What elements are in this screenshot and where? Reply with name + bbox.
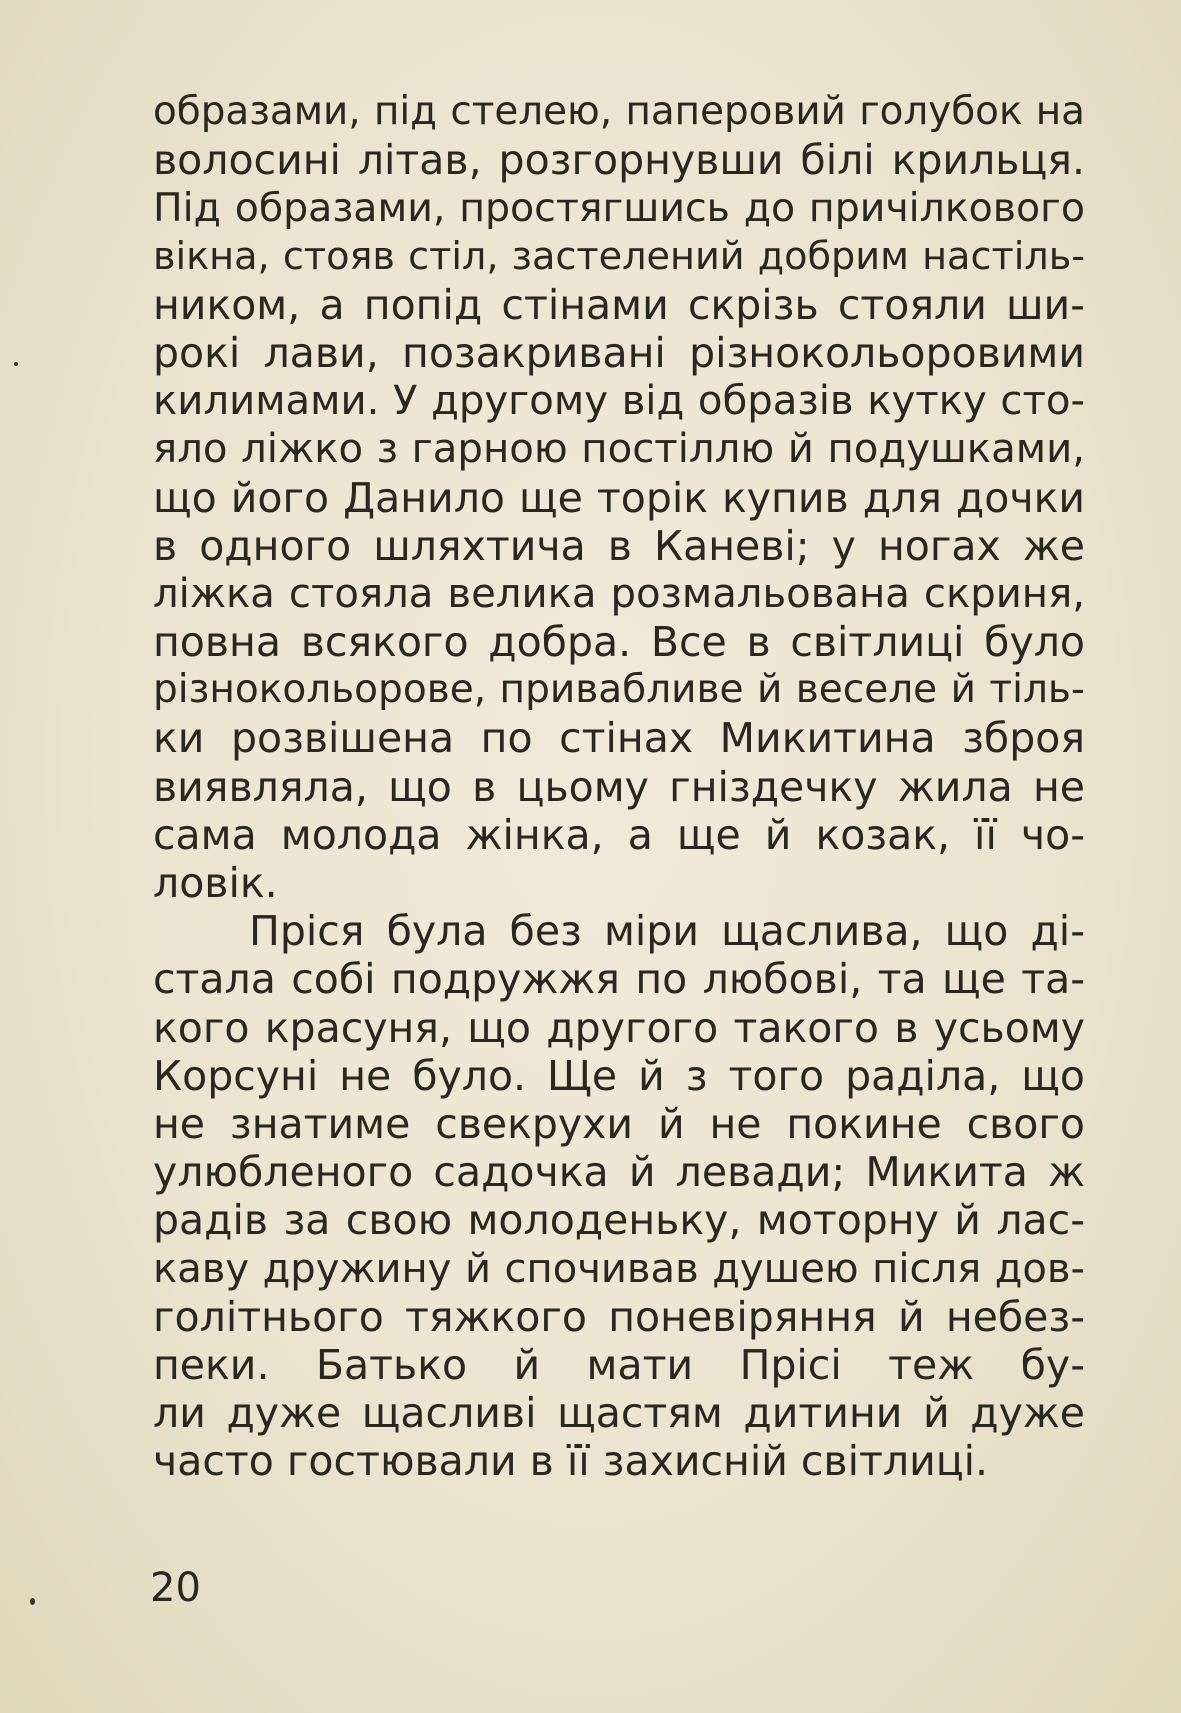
text-line: ловік. [153,859,278,907]
text-line: Пріся була без міри щаслива, що ді- [249,907,1085,956]
text-line: ли дуже щасливі щастям дитини й дуже [153,1389,1085,1438]
text-line: килимами. У другому від образів кутку сто- [153,378,1085,425]
text-line: вікна, стояв стіл, застелений добрим настіль- [153,234,1085,279]
text-line: Під образами, простягшись до причілкового [153,185,1085,232]
text-line: ки розвішена по стінах Микитина зброя [153,714,1085,763]
text-line: Корсуні не було. Ще й з того раділа, що [153,1051,1085,1100]
text-line: радів за свою молоденьку, моторну й лас- [153,1196,1085,1245]
text-line: яло ліжко з гарною постіллю й подушками, [153,426,1085,473]
text-line: що його Данило ще торік купив для дочки [153,473,1085,522]
body-text [153,88,1085,1485]
text-line: стала собі подружжя по любові, та ще та- [153,955,1085,1004]
text-line: голітнього тяжкого поневіряння й небез- [153,1292,1085,1341]
text-line: образами, під стелею, паперовий голубок на [153,89,1085,134]
paper-speck [14,362,18,366]
text-line: повна всякого добра. Все в світлиці було [153,618,1085,667]
text-line: каву дружину й спочивав душею після дов- [153,1245,1085,1292]
text-line: різнокольорове, привабливе й веселе й тіль- [153,667,1085,713]
text-line: виявляла, що в цьому гніздечку жила не [153,762,1085,811]
paper-speck [30,1598,35,1605]
text-line: ником, а попід стінами скрізь стояли ши- [153,280,1085,329]
paragraph-2 [153,907,1085,1485]
text-line: сама молода жінка, а ще й козак, її чо- [153,810,1085,859]
text-line: ліжка стояла велика розмальована скриня, [153,570,1085,617]
text-line: в одного шляхтича в Каневі; у ногах же [153,521,1085,570]
text-line: не знатиме свекрухи й не покине свого [153,1099,1085,1148]
text-line: рокі лави, позакривані різнокольоровими [153,328,1085,377]
text-line: улюбленого садочка й левади; Микита ж [153,1148,1085,1197]
text-line: пеки. Батько й мати Прісі теж бу- [153,1340,1085,1389]
text-line: волосині літав, розгорнувши білі крильця. [153,136,1085,185]
page-number: 20 [150,1565,201,1611]
text-line: кого красуня, що другого такого в усьому [153,1003,1085,1052]
paragraph-1 [153,88,1085,907]
text-line: часто гостювали в її захисній світлиці. [153,1437,989,1486]
